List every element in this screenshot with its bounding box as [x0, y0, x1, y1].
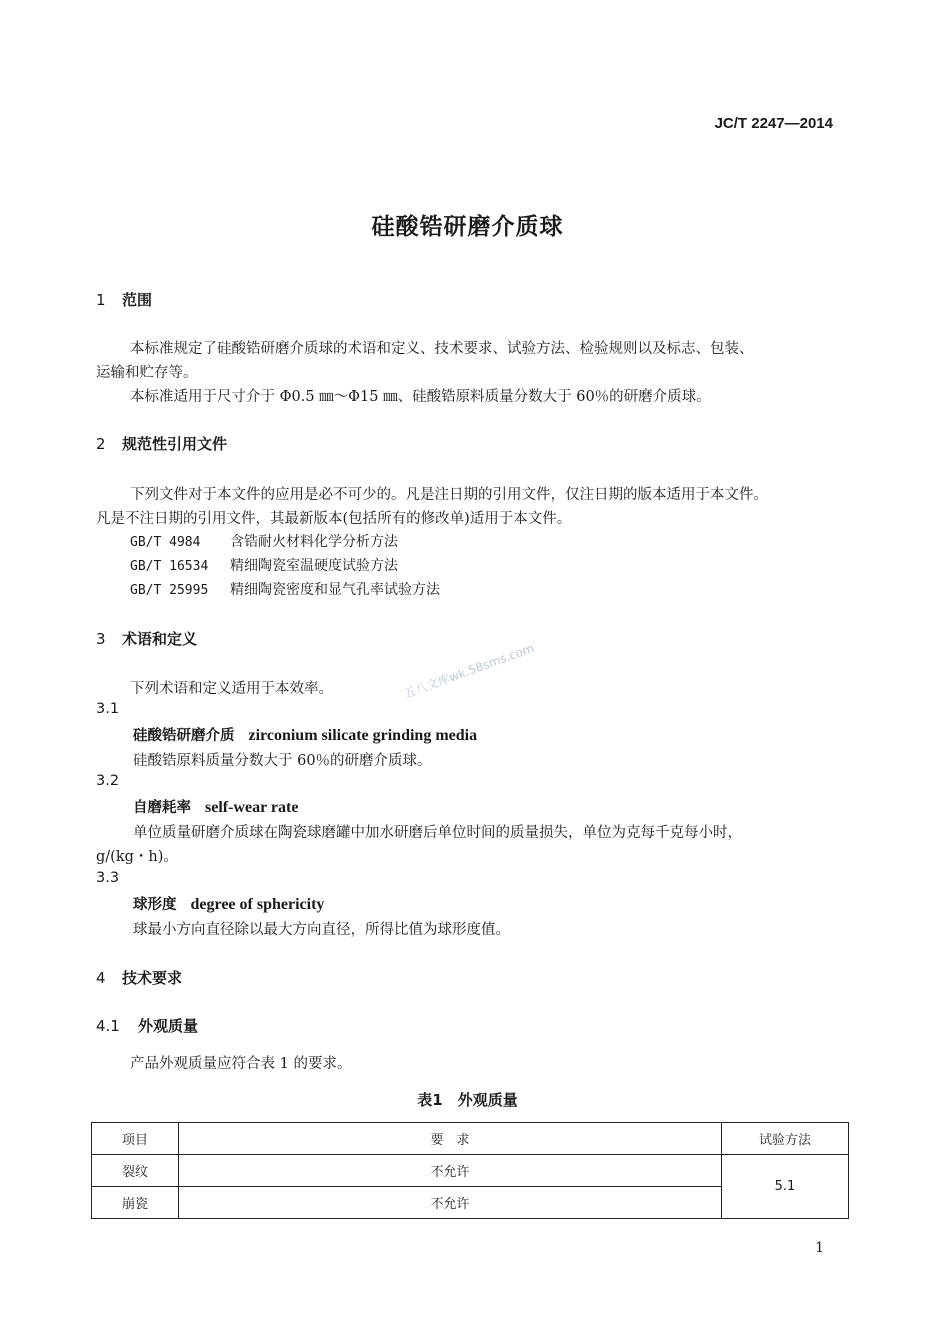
reference-title: 精细陶瓷密度和显气孔率试验方法 [230, 582, 440, 598]
term-english: zirconium silicate grinding media [248, 727, 478, 744]
section-1-heading [96, 289, 152, 310]
table-row [92, 1155, 849, 1187]
reference-item [130, 579, 440, 599]
section-title: 技术要求 [122, 969, 183, 987]
reference-item [130, 555, 398, 575]
table-header-cell: 项目 [92, 1123, 179, 1155]
reference-code: GB/T 16534 [130, 559, 209, 574]
scope-paragraph-2: 本标准适用于尺寸介于 Φ0.5 ㎜～Φ15 ㎜、硅酸锆原料质量分数大于 60％的研磨介质球。 [130, 389, 711, 405]
table-cell-item: 裂纹 [92, 1155, 179, 1187]
scope-paragraph-1-line-2: 运输和贮存等。 [96, 365, 198, 381]
subsection-4-1-heading [96, 1015, 198, 1036]
reference-title: 含锆耐火材料化学分析方法 [230, 534, 398, 550]
table-cell-item: 崩瓷 [92, 1187, 179, 1219]
table-cell-requirement: 不允许 [179, 1187, 722, 1219]
term-english: self-wear rate [205, 799, 299, 816]
term-chinese: 硅酸锆研磨介质 [133, 728, 235, 744]
reference-title: 精细陶瓷室温硬度试验方法 [230, 558, 398, 574]
section-4-heading [96, 967, 182, 988]
table-cell-requirement: 不允许 [179, 1155, 722, 1187]
term-number: 3.1 [96, 701, 120, 717]
table-caption: 表1 外观质量 [417, 1091, 518, 1109]
reference-code: GB/T 25995 [130, 583, 209, 598]
section-2-heading [96, 433, 227, 454]
table-header-cell: 要 求 [179, 1123, 722, 1155]
scope-paragraph-1-line-1: 本标准规定了硅酸锆研磨介质球的术语和定义、技术要求、试验方法、检验规则以及标志、包装、 [130, 341, 754, 357]
term-chinese: 自磨耗率 [133, 800, 191, 816]
section-title: 范围 [122, 291, 153, 309]
table-cell-test-method: 5.1 [722, 1155, 849, 1219]
term-definition: 单位质量研磨介质球在陶瓷球磨罐中加水研磨后单位时间的质量损失，单位为克每千克每小时， [133, 825, 742, 841]
term-number: 3.2 [96, 773, 120, 789]
term-number: 3.3 [96, 870, 120, 886]
term-definition-continued: g/(kg・h)。 [96, 849, 178, 865]
section-number: 4 [96, 969, 106, 987]
refs-paragraph-line-1: 下列文件对于本文件的应用是必不可少的。凡是注日期的引用文件，仅注日期的版本适用于本文件。 [130, 487, 768, 503]
section-number: 2 [96, 435, 106, 453]
table-header-row [92, 1123, 849, 1155]
page-number: 1 [815, 1240, 824, 1256]
reference-code: GB/T 4984 [130, 535, 201, 550]
document-title: 硅酸锆研磨介质球 [371, 214, 564, 240]
section-3-heading [96, 628, 197, 649]
appearance-quality-table [91, 1122, 849, 1219]
term-chinese: 球形度 [133, 897, 177, 913]
term-heading [133, 796, 298, 817]
term-definition: 球最小方向直径除以最大方向直径，所得比值为球形度值。 [133, 922, 510, 938]
section-title: 术语和定义 [122, 630, 198, 648]
terms-intro: 下列术语和定义适用于本效率。 [130, 681, 333, 697]
watermark: 五八文库wk.58sms.com [401, 640, 536, 702]
refs-paragraph-line-2: 凡是不注日期的引用文件，其最新版本(包括所有的修改单)适用于本文件。 [96, 511, 572, 527]
term-definition: 硅酸锆原料质量分数大于 60％的研磨介质球。 [133, 753, 432, 769]
subsection-text: 产品外观质量应符合表 1 的要求。 [130, 1056, 352, 1072]
subsection-number: 4.1 [96, 1017, 120, 1035]
table-header-cell: 试验方法 [722, 1123, 849, 1155]
subsection-title: 外观质量 [138, 1017, 199, 1035]
term-english: degree of sphericity [190, 896, 325, 913]
reference-item [130, 531, 398, 551]
section-title: 规范性引用文件 [122, 435, 228, 453]
term-heading [133, 893, 324, 914]
term-heading [133, 724, 477, 745]
section-number: 1 [96, 291, 106, 309]
standard-code: JC/T 2247—2014 [714, 115, 833, 132]
section-number: 3 [96, 630, 106, 648]
